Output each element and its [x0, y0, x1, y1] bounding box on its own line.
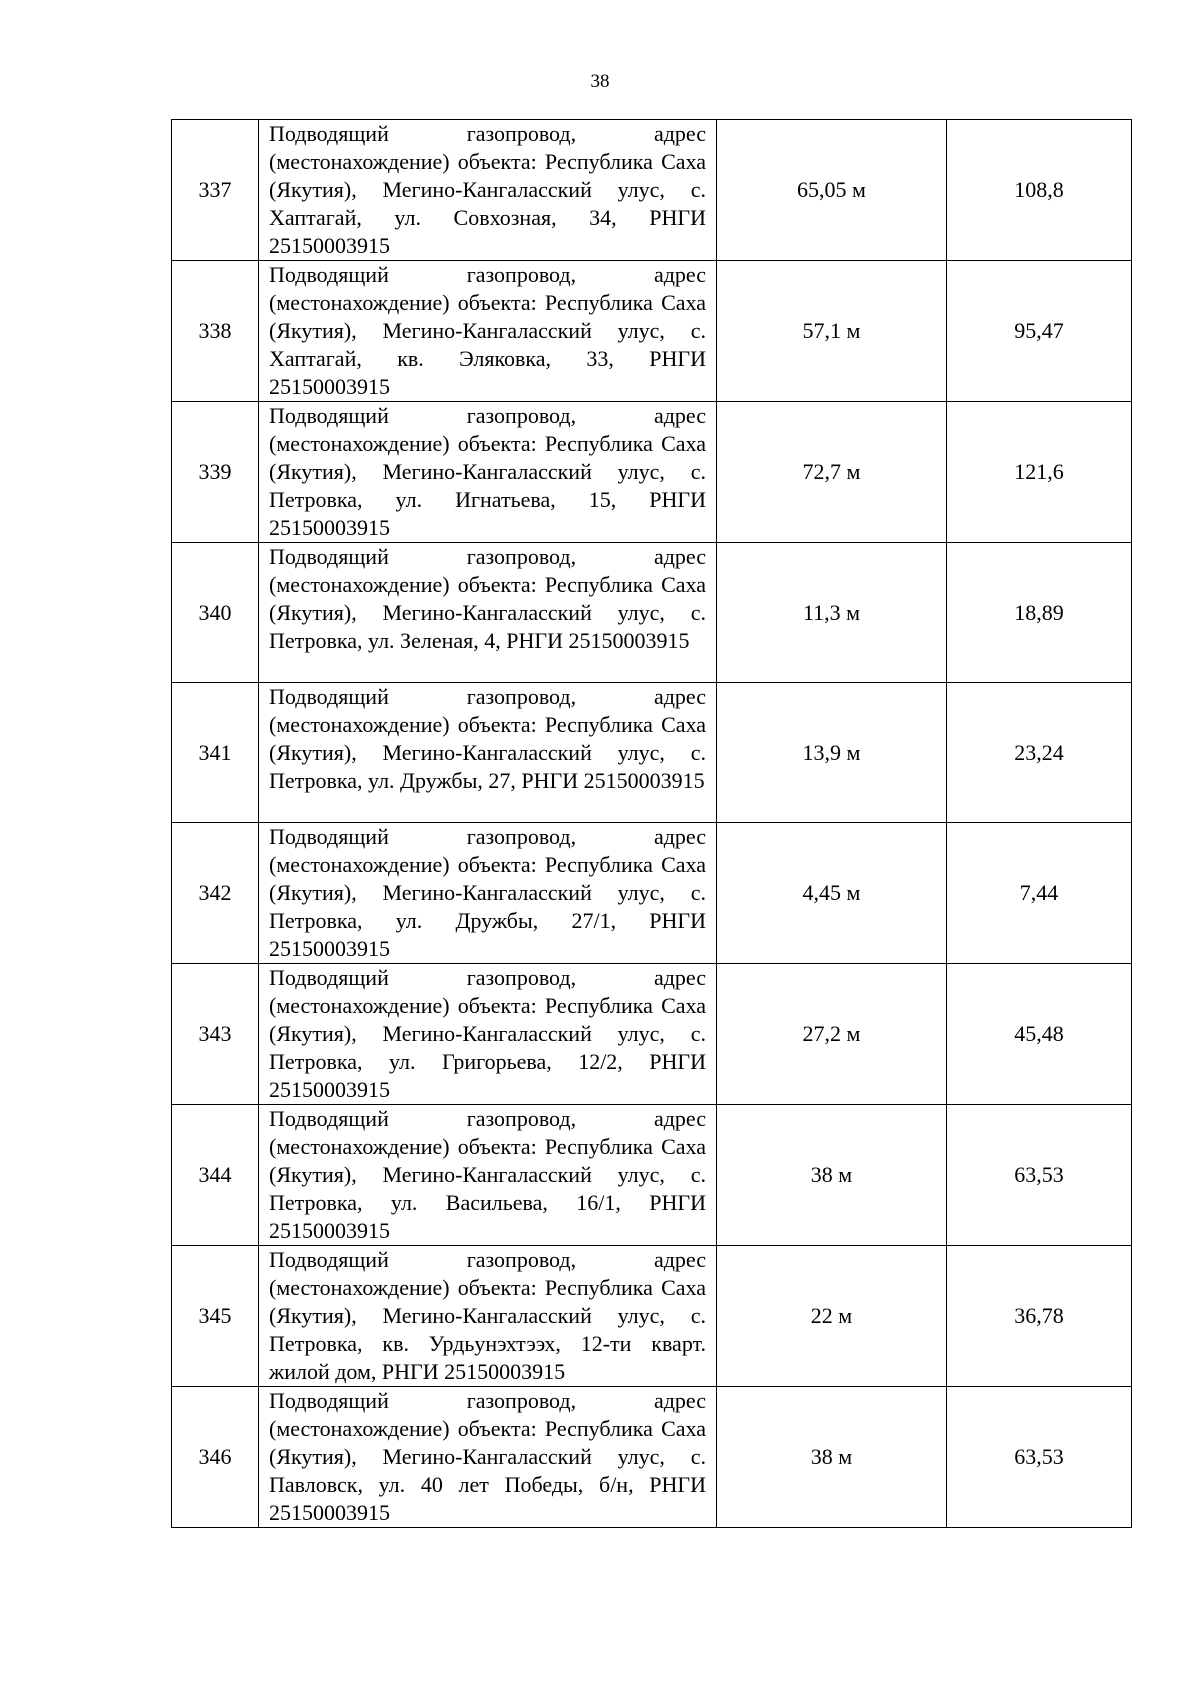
object-value: 18,89: [947, 543, 1132, 683]
object-value: 63,53: [947, 1105, 1132, 1246]
object-description-text: Подводящий газопровод, адрес (местонахождение) объекта: Республика Саха (Якутия), Мегино-Кангаласский улус, с. Петровка, ул. Васильева, 16/1, РНГИ 25150003915: [269, 1106, 706, 1243]
page-number: 38: [590, 71, 610, 92]
row-number: 345: [172, 1246, 259, 1387]
object-description-text: Подводящий газопровод, адрес (местонахождение) объекта: Республика Саха (Якутия), Мегино-Кангаласский улус, с. Хаптагай, кв. Эляковка, 33, РНГИ 25150003915: [269, 262, 706, 399]
table-row: [172, 1105, 1132, 1246]
row-number: 337: [172, 120, 259, 261]
object-length: 72,7 м: [717, 402, 947, 543]
object-length: 57,1 м: [717, 261, 947, 402]
object-length: 38 м: [717, 1105, 947, 1246]
object-length: 65,05 м: [717, 120, 947, 261]
row-number: 343: [172, 964, 259, 1105]
object-description: [259, 1387, 717, 1528]
object-description-text: Подводящий газопровод, адрес (местонахождение) объекта: Республика Саха (Якутия), Мегино-Кангаласский улус, с. Петровка, ул. Дружбы, 27/1, РНГИ 25150003915: [269, 824, 706, 961]
object-length: 38 м: [717, 1387, 947, 1528]
object-length: 11,3 м: [717, 543, 947, 683]
row-number: 340: [172, 543, 259, 683]
row-number: 341: [172, 683, 259, 823]
object-description-text: Подводящий газопровод, адрес (местонахождение) объекта: Республика Саха (Якутия), Мегино-Кангаласский улус, с. Хаптагай, ул. Совхозная, 34, РНГИ 25150003915: [269, 121, 706, 258]
object-description: [259, 402, 717, 543]
table-row: [172, 1246, 1132, 1387]
object-length: 22 м: [717, 1246, 947, 1387]
table-row: [172, 543, 1132, 683]
object-description-text: Подводящий газопровод, адрес (местонахождение) объекта: Республика Саха (Якутия), Мегино-Кангаласский улус, с. Петровка, ул. Игнатьева, 15, РНГИ 25150003915: [269, 403, 706, 540]
object-description: [259, 261, 717, 402]
object-description: [259, 1105, 717, 1246]
object-description-text: Подводящий газопровод, адрес (местонахождение) объекта: Республика Саха (Якутия), Мегино-Кангаласский улус, с. Петровка, ул. Дружбы, 27, РНГИ 25150003915: [269, 684, 706, 793]
object-description: [259, 823, 717, 964]
row-number: 346: [172, 1387, 259, 1528]
object-description-text: Подводящий газопровод, адрес (местонахождение) объекта: Республика Саха (Якутия), Мегино-Кангаласский улус, с. Петровка, кв. Урдьунэхтээх, 12-ти кварт. жилой дом, РНГИ 25150003915: [269, 1247, 706, 1384]
object-description-text: Подводящий газопровод, адрес (местонахождение) объекта: Республика Саха (Якутия), Мегино-Кангаласский улус, с. Петровка, ул. Зеленая, 4, РНГИ 25150003915: [269, 544, 706, 653]
object-description: [259, 1246, 717, 1387]
row-number: 342: [172, 823, 259, 964]
table-row: [172, 964, 1132, 1105]
table-row: [172, 261, 1132, 402]
object-value: 121,6: [947, 402, 1132, 543]
object-value: 63,53: [947, 1387, 1132, 1528]
object-length: 27,2 м: [717, 964, 947, 1105]
table-row: [172, 402, 1132, 543]
object-description: [259, 120, 717, 261]
row-number: 344: [172, 1105, 259, 1246]
object-length: 4,45 м: [717, 823, 947, 964]
object-value: 95,47: [947, 261, 1132, 402]
row-number: 338: [172, 261, 259, 402]
row-number: 339: [172, 402, 259, 543]
object-value: 45,48: [947, 964, 1132, 1105]
object-value: 36,78: [947, 1246, 1132, 1387]
object-description-text: Подводящий газопровод, адрес (местонахождение) объекта: Республика Саха (Якутия), Мегино-Кангаласский улус, с. Павловск, ул. 40 лет Победы, б/н, РНГИ 25150003915: [269, 1388, 706, 1525]
table-row: [172, 823, 1132, 964]
object-value: 23,24: [947, 683, 1132, 823]
table-row: [172, 683, 1132, 823]
object-description: [259, 964, 717, 1105]
table-row: [172, 1387, 1132, 1528]
object-description-text: Подводящий газопровод, адрес (местонахождение) объекта: Республика Саха (Якутия), Мегино-Кангаласский улус, с. Петровка, ул. Григорьева, 12/2, РНГИ 25150003915: [269, 965, 706, 1102]
object-description: [259, 543, 717, 683]
registry-table: [171, 119, 1132, 1528]
object-description: [259, 683, 717, 823]
object-value: 7,44: [947, 823, 1132, 964]
object-length: 13,9 м: [717, 683, 947, 823]
object-value: 108,8: [947, 120, 1132, 261]
table-row: [172, 120, 1132, 261]
